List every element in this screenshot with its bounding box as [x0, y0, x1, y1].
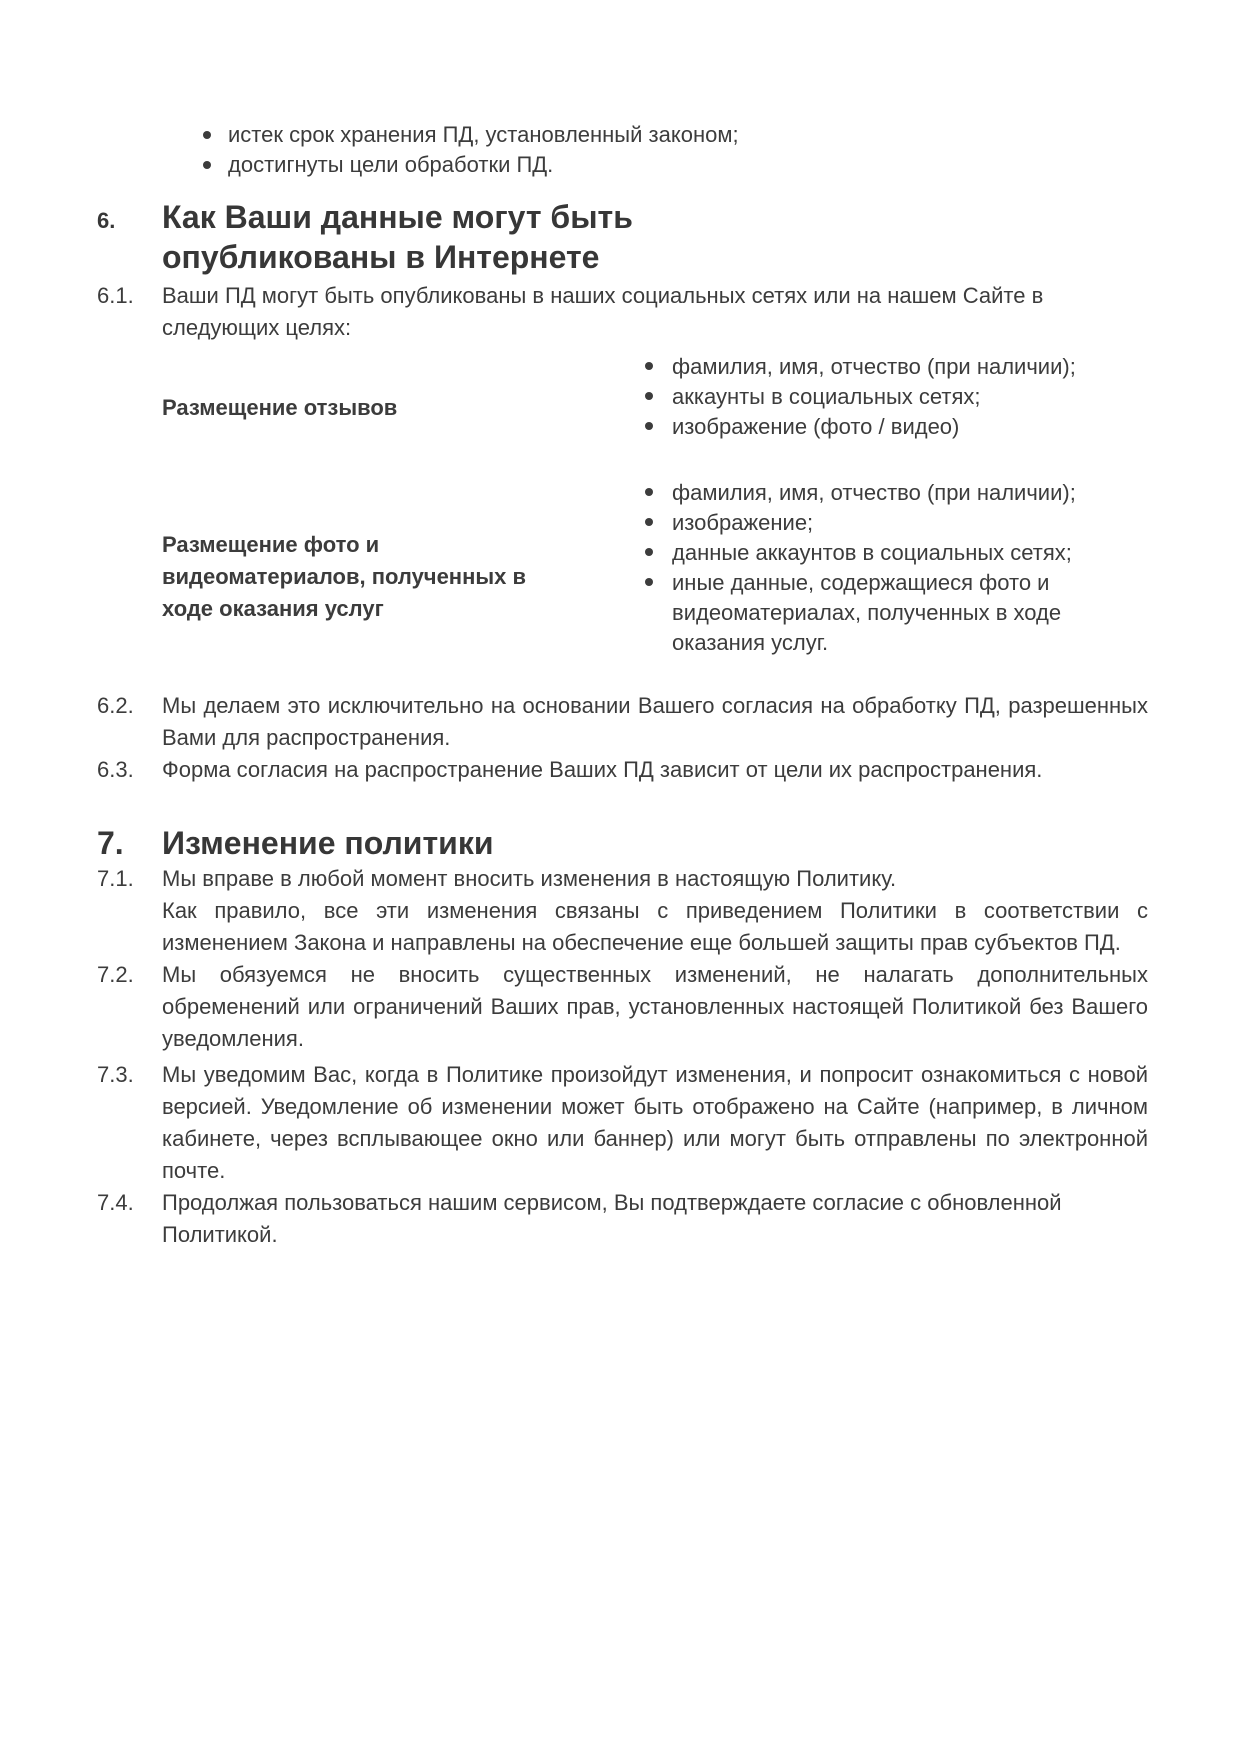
clause-text [162, 863, 1148, 959]
bullet-icon [645, 518, 653, 526]
bullet-text: достигнуты цели обработки ПД. [228, 152, 554, 177]
bullet-icon [203, 161, 211, 169]
clause-6-3 [97, 754, 1148, 786]
bullet-icon [645, 362, 653, 370]
bullet-text: фамилия, имя, отчество (при наличии); [672, 480, 1076, 505]
intro-bullet-list [203, 120, 1148, 180]
clause-paragraph: Как правило, все эти изменения связаны с приведением Политики в соответствии с изменением Закона и направлены на обеспечение еще большей защиты прав субъектов ПД. [162, 898, 1148, 955]
bullet-icon [645, 578, 653, 586]
section-7-heading [97, 823, 1148, 863]
data-cell [645, 344, 1115, 472]
list-item [645, 412, 1107, 442]
bullet-text: аккаунты в социальных сетях; [672, 384, 981, 409]
clause-number: 7.1. [97, 866, 134, 891]
clause-6-2 [97, 690, 1148, 754]
section-title: Изменение политики [162, 825, 494, 861]
clause-6-1 [97, 280, 1148, 344]
data-list [645, 352, 1115, 442]
clause-number: 6.1. [97, 283, 134, 308]
bullet-icon [203, 131, 211, 139]
section-number: 7. [97, 825, 124, 861]
clause-paragraph: Мы вправе в любой момент вносить изменения в настоящую Политику. [162, 866, 897, 891]
clause-7-1 [97, 863, 1148, 959]
bullet-text: данные аккаунтов в социальных сетях; [672, 540, 1072, 565]
clause-7-4 [97, 1187, 1148, 1251]
bullet-icon [645, 422, 653, 430]
section-title: Как Ваши данные могут быть опубликованы в Интернете [162, 199, 633, 275]
bullet-text: изображение (фото / видео) [672, 414, 960, 439]
list-item [203, 120, 1148, 150]
clause-text: Мы уведомим Вас, когда в Политике произойдут изменения, и попросит ознакомиться с новой версией. Уведомление об изменении может быть отображено на Сайте (например, в личном кабинете, через всплывающее окно или баннер) или могут быть отправлены по электронной почте. [162, 1062, 1148, 1183]
data-cell [645, 472, 1115, 682]
purpose-cell [162, 472, 645, 682]
clause-number: 7.3. [97, 1062, 134, 1087]
publication-purposes-table [162, 344, 1148, 682]
clause-text: Мы обязуемся не вносить существенных изменений, не налагать дополнительных обременений или ограничений Ваших прав, установленных настоящей Политикой без Вашего уведомления. [162, 962, 1148, 1051]
table-row [162, 344, 1148, 472]
clause-text: Мы делаем это исключительно на основании Вашего согласия на обработку ПД, разрешенных Вами для распространения. [162, 693, 1148, 750]
bullet-text: истек срок хранения ПД, установленный законом; [228, 122, 739, 147]
bullet-icon [645, 548, 653, 556]
bullet-text: фамилия, имя, отчество (при наличии); [672, 354, 1076, 379]
section-6-heading [97, 197, 1148, 277]
clause-number: 6.3. [97, 757, 134, 782]
clause-7-2 [97, 959, 1148, 1055]
section-number: 6. [97, 208, 116, 233]
list-item [645, 382, 1107, 412]
purpose-label: Размещение фото и видеоматериалов, полученных в ходе оказания услуг [162, 532, 527, 621]
list-item [645, 538, 1107, 568]
clause-text: Форма согласия на распространение Ваших ПД зависит от цели их распространения. [162, 757, 1043, 782]
data-list [645, 478, 1115, 658]
list-item [645, 508, 1107, 538]
list-item [645, 478, 1107, 508]
list-item [645, 352, 1107, 382]
purpose-cell [162, 344, 645, 472]
bullet-icon [645, 488, 653, 496]
purpose-label: Размещение отзывов [162, 395, 398, 420]
clause-number: 7.4. [97, 1190, 134, 1215]
bullet-text: иные данные, содержащиеся фото и видеоматериалах, полученных в ходе оказания услуг. [672, 570, 1062, 655]
clause-text: Ваши ПД могут быть опубликованы в наших социальных сетях или на нашем Сайте в следующих целях: [162, 283, 1044, 340]
clause-number: 7.2. [97, 962, 134, 987]
clause-7-3 [97, 1059, 1148, 1187]
list-item [203, 150, 1148, 180]
bullet-text: изображение; [672, 510, 814, 535]
list-item [645, 568, 1107, 658]
clause-text: Продолжая пользоваться нашим сервисом, Вы подтверждаете согласие с обновленной Политикой. [162, 1190, 1062, 1247]
table-row [162, 472, 1148, 682]
clause-number: 6.2. [97, 693, 134, 718]
bullet-icon [645, 392, 653, 400]
